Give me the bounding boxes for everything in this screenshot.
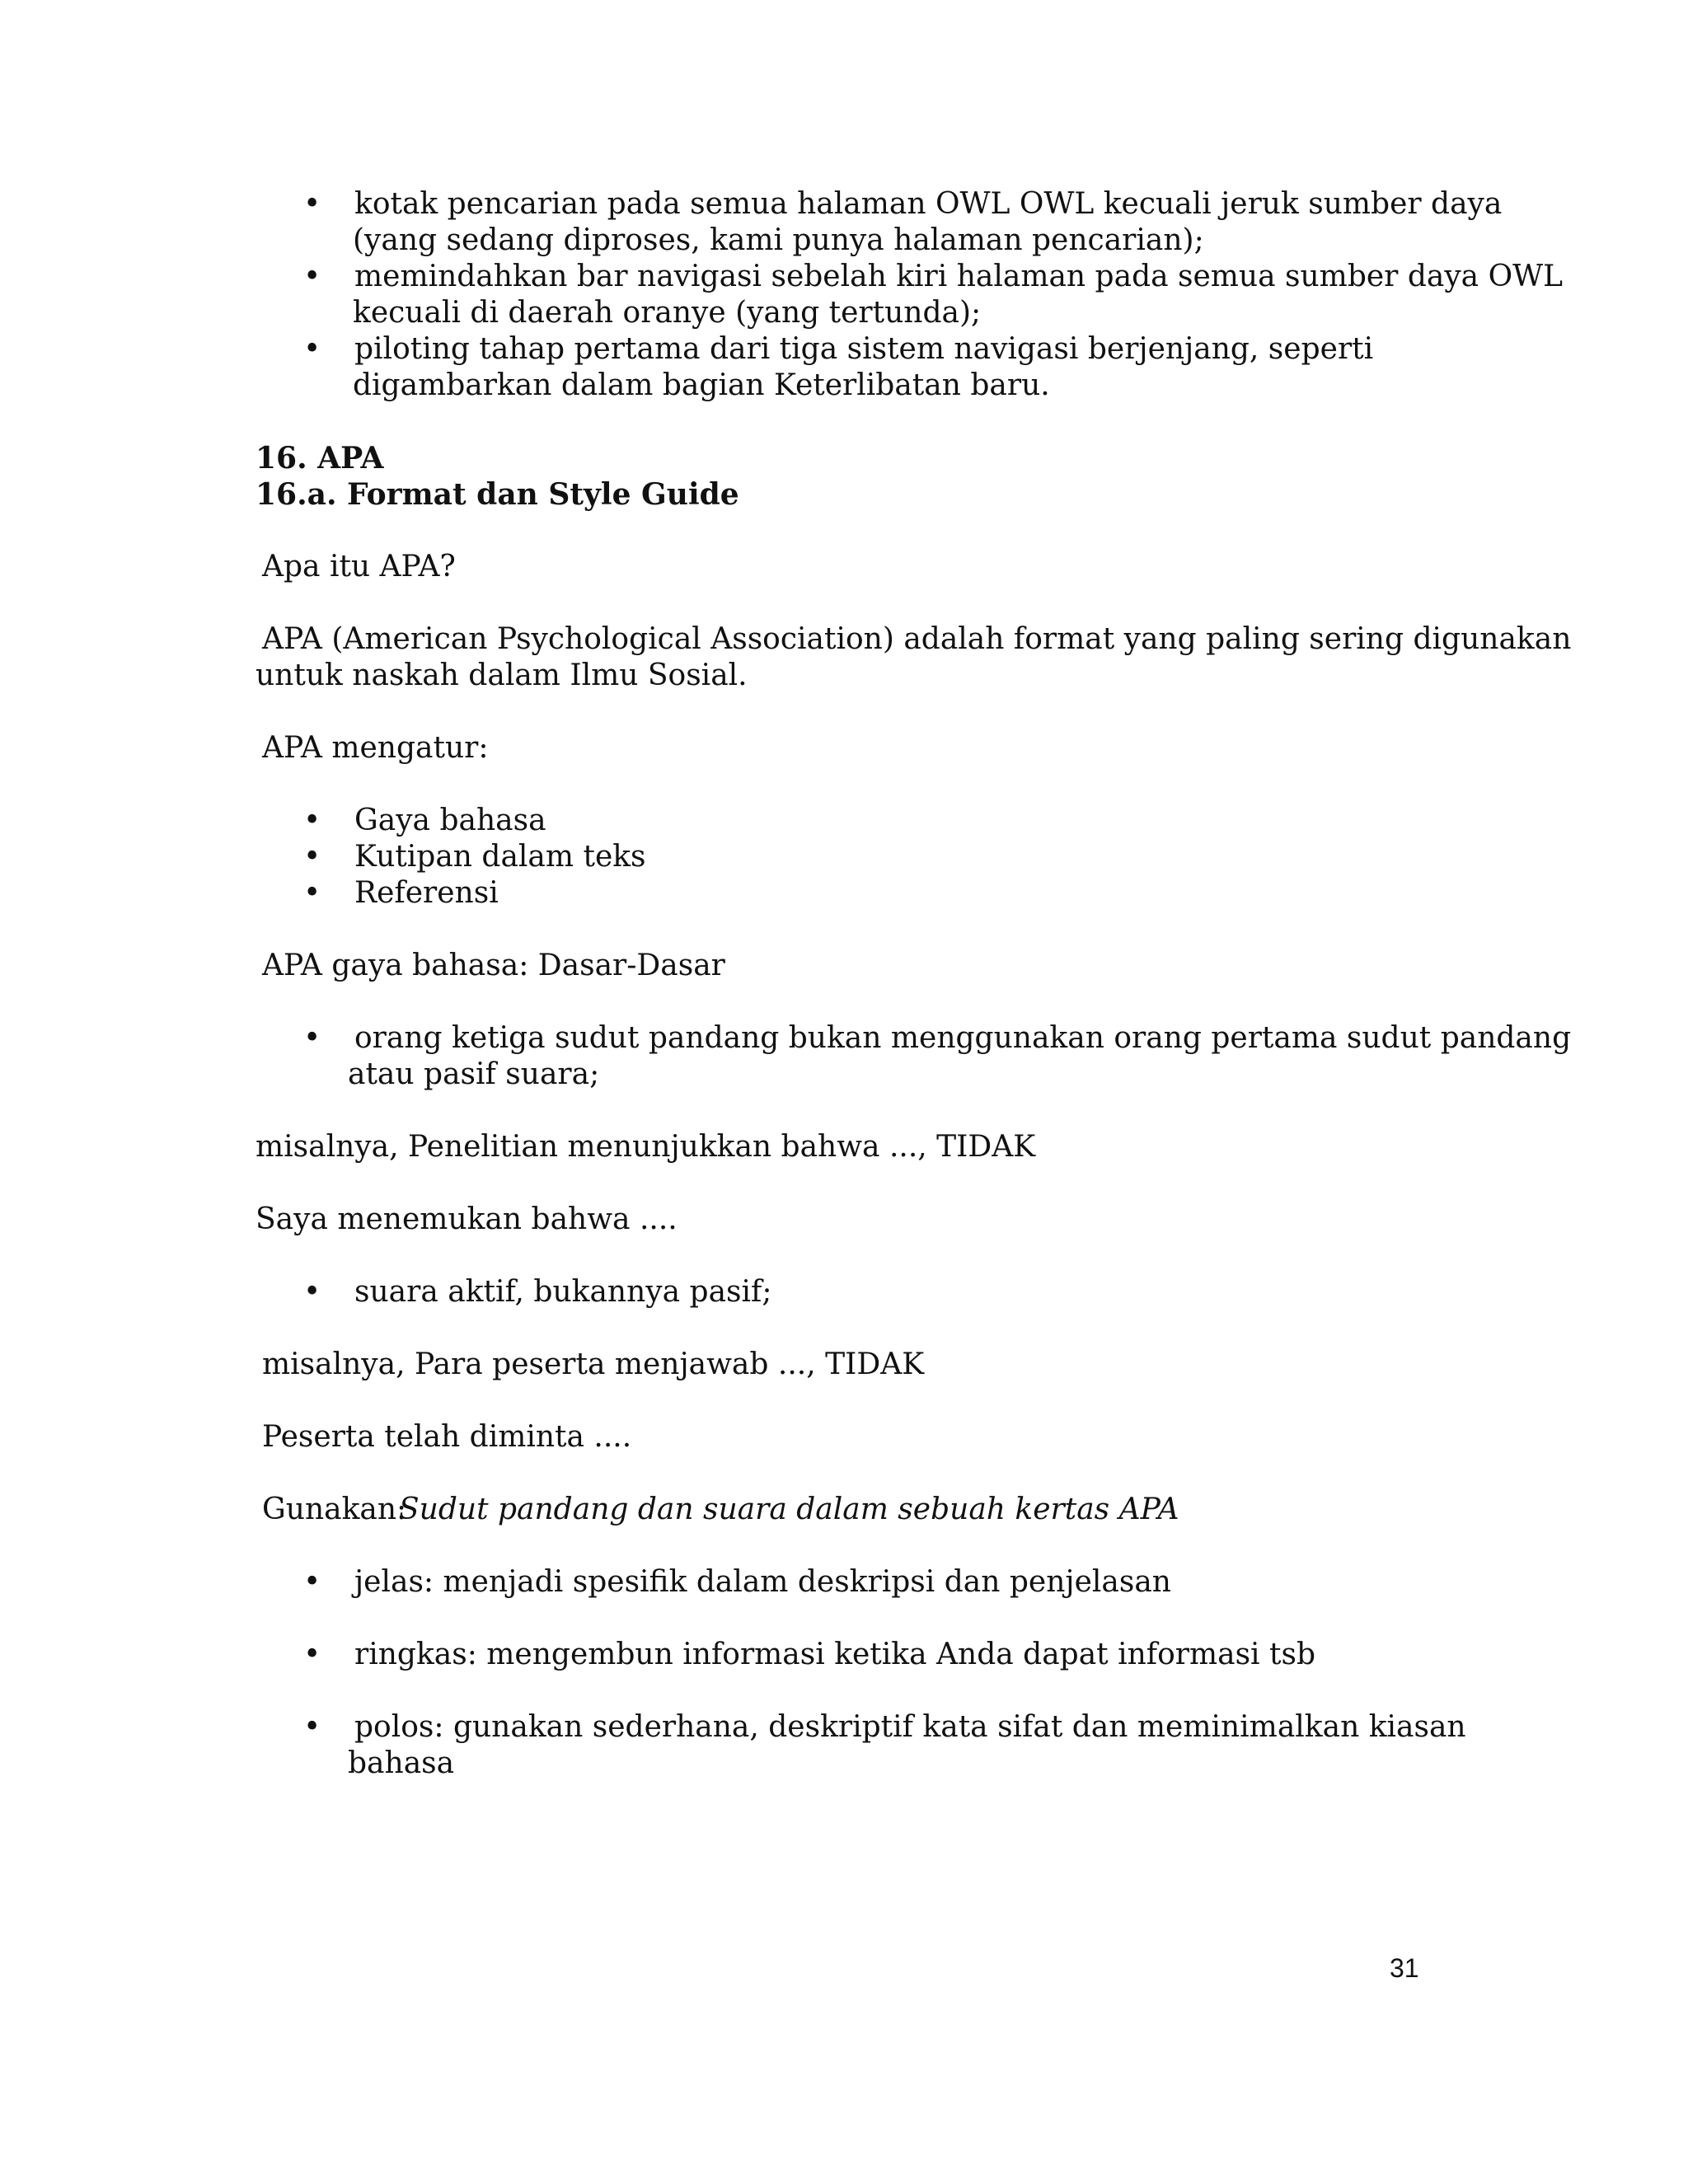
- bullet-marker: •: [303, 260, 321, 293]
- governs-item-2: Kutipan dalam teks: [354, 840, 646, 874]
- bullet-marker: •: [303, 804, 321, 837]
- subsection-heading: 16.a. Format dan Style Guide: [256, 477, 739, 512]
- concise-bullet: ringkas: mengembun informasi ketika Anda dapat informasi tsb: [354, 1638, 1315, 1671]
- bullet-marker: •: [303, 187, 321, 221]
- example-2b-paragraph: Peserta telah diminta ....: [262, 1420, 632, 1454]
- pov-bullet-line-2: atau pasif suara;: [348, 1057, 600, 1091]
- page-number: 31: [1390, 1953, 1419, 1983]
- bullet-marker: •: [303, 876, 321, 910]
- bullet-marker: •: [303, 1275, 321, 1309]
- top-bullet-2-line-2: kecuali di daerah oranye (yang tertunda);: [353, 296, 982, 330]
- question-paragraph: Apa itu APA?: [262, 550, 456, 583]
- active-voice-bullet: suara aktif, bukannya pasif;: [354, 1275, 772, 1309]
- bullet-marker: •: [303, 332, 321, 366]
- bullet-marker: •: [303, 1021, 321, 1055]
- governs-item-3: Referensi: [354, 876, 499, 910]
- plain-bullet-line-2: bahasa: [348, 1746, 455, 1780]
- top-bullet-1-line-2: (yang sedang diproses, kami punya halaman pencarian);: [353, 223, 1204, 257]
- example-1-paragraph: misalnya, Penelitian menunjukkan bahwa ..., TIDAK: [256, 1130, 1036, 1164]
- top-bullet-3-line-1: piloting tahap pertama dari tiga sistem navigasi berjenjang, seperti: [354, 332, 1374, 366]
- governs-paragraph: APA mengatur:: [262, 731, 489, 765]
- top-bullet-2-line-1: memindahkan bar navigasi sebelah kiri halaman pada semua sumber daya OWL: [354, 260, 1563, 293]
- section-heading: 16. APA: [256, 441, 384, 476]
- example-1b-paragraph: Saya menemukan bahwa ....: [256, 1202, 678, 1236]
- use-label: Gunakan:: [262, 1493, 407, 1526]
- basics-paragraph: APA gaya bahasa: Dasar-Dasar: [262, 949, 725, 982]
- bullet-marker: •: [303, 1710, 321, 1744]
- plain-bullet-line-1: polos: gunakan sederhana, deskriptif kata sifat dan meminimalkan kiasan: [354, 1710, 1466, 1744]
- definition-line-1: APA (American Psychological Association) adalah format yang paling sering digunakan: [262, 622, 1572, 656]
- bullet-marker: •: [303, 1638, 321, 1671]
- bullet-marker: •: [303, 840, 321, 874]
- top-bullet-1-line-1: kotak pencarian pada semua halaman OWL OWL kecuali jeruk sumber daya: [354, 187, 1503, 221]
- governs-item-1: Gaya bahasa: [354, 804, 546, 837]
- use-reference: Sudut pandang dan suara dalam sebuah kertas APA: [399, 1493, 1179, 1526]
- pov-bullet-line-1: orang ketiga sudut pandang bukan menggunakan orang pertama sudut pandang: [354, 1021, 1572, 1055]
- example-2-paragraph: misalnya, Para peserta menjawab ..., TIDAK: [262, 1347, 925, 1381]
- definition-line-2: untuk naskah dalam Ilmu Sosial.: [256, 658, 748, 692]
- top-bullet-3-line-2: digambarkan dalam bagian Keterlibatan baru.: [353, 368, 1050, 402]
- clear-bullet: jelas: menjadi spesifik dalam deskripsi dan penjelasan: [354, 1565, 1171, 1599]
- bullet-marker: •: [303, 1565, 321, 1599]
